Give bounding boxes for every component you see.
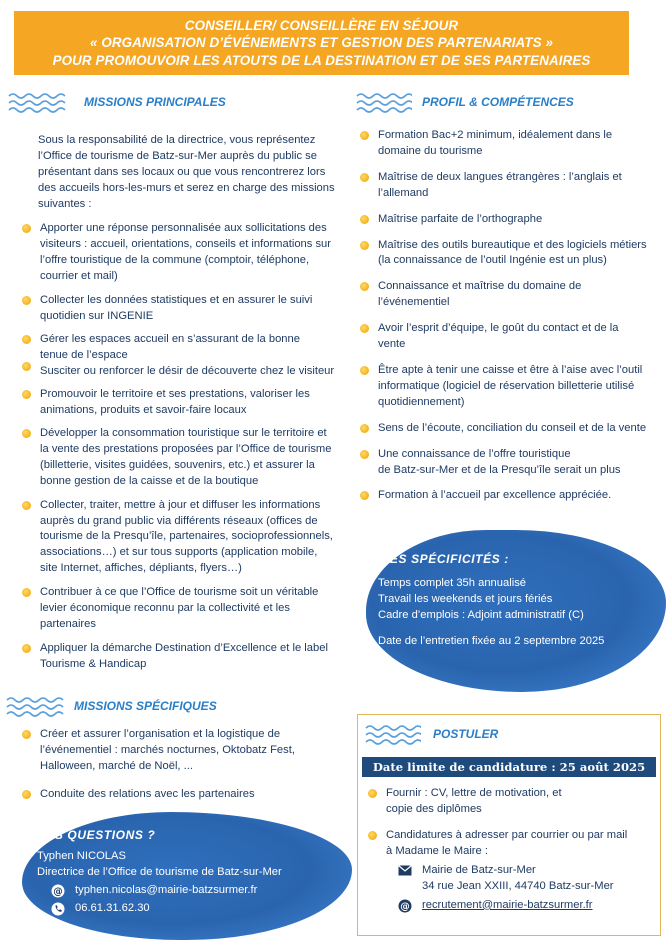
- specificites-line: Cadre d’emplois : Adjoint administratif (C): [378, 608, 584, 621]
- recruit-email-row: [398, 898, 658, 914]
- bullet-icon: [20, 361, 32, 373]
- list-item: [358, 488, 666, 504]
- item-line: l’événementiel: [378, 296, 450, 309]
- list-item: [20, 498, 350, 578]
- banner-line-1: CONSEILLER/ CONSEILLÈRE EN SÉJOUR: [184, 17, 459, 33]
- list-item: [20, 641, 350, 673]
- list-item: [20, 332, 350, 364]
- specificites-line: Temps complet 35h annualisé: [378, 577, 527, 590]
- address-line-2: 34 rue Jean XXIII, 44740 Batz-sur-Mer: [422, 879, 614, 892]
- missions-intro: [38, 133, 338, 213]
- title-banner: [14, 11, 629, 75]
- bullet-icon: [20, 587, 32, 599]
- item-line: quotidiennement): [378, 395, 465, 408]
- list-item: [20, 426, 350, 490]
- bullet-icon: [358, 490, 370, 502]
- interview-date: Date de l’entretien fixée au 2 septembre 2025: [378, 634, 605, 647]
- intro-line: suivantes :: [38, 197, 92, 210]
- item-line: animations, produits et savoir-faire locaux: [40, 404, 247, 417]
- list-item: [366, 786, 658, 818]
- phone-icon: [51, 902, 65, 916]
- list-item: [20, 364, 350, 380]
- list-item: [20, 387, 350, 419]
- item-line: Candidatures à adresser par courrier ou par mail: [386, 828, 628, 841]
- waves-icon: [356, 92, 412, 114]
- item-line: Tourisme & Handicap: [40, 657, 147, 670]
- bullet-icon: [358, 240, 370, 252]
- item-line: l’allemand: [378, 186, 429, 199]
- item-line: Halloween, marché de Noël, ...: [40, 759, 193, 772]
- bullet-icon: [366, 788, 378, 800]
- list-item: [358, 321, 666, 353]
- postuler-address: [398, 863, 658, 914]
- bullet-icon: [20, 389, 32, 401]
- postuler-list: [366, 786, 658, 860]
- specifiques-title: MISSIONS SPÉCIFIQUES: [74, 699, 217, 714]
- item-line: Maîtrise parfaite de l’orthographe: [378, 212, 543, 225]
- item-line: Collecter, traiter, mettre à jour et diffuser les informations: [40, 498, 321, 511]
- intro-line: Sous la responsabilité de la directrice, vous représentez: [38, 134, 316, 146]
- banner-line-2: « ORGANISATION D’ÉVÉNEMENTS ET GESTION DES PARTENARIATS »: [89, 35, 554, 51]
- item-line: tenue de l’espace: [40, 349, 128, 362]
- at-icon: [398, 899, 412, 913]
- recruit-email-link[interactable]: recrutement@mairie-batzsurmer.fr: [422, 898, 593, 911]
- list-item: [366, 828, 658, 860]
- bullet-icon: [358, 365, 370, 377]
- contact-email-row: [51, 883, 347, 899]
- contact-role: Directrice de l’Office de tourisme de Batz-sur-Mer: [37, 865, 282, 878]
- bullet-icon: [20, 643, 32, 655]
- address-line-1: Mairie de Batz-sur-Mer: [422, 864, 536, 876]
- bullet-icon: [358, 449, 370, 461]
- waves-icon: [6, 696, 64, 718]
- item-line: quotidien sur INGENIE: [40, 309, 154, 322]
- contact-phone-row: [51, 901, 347, 917]
- list-item: [358, 363, 666, 411]
- list-item: [358, 279, 666, 311]
- item-line: Promouvoir le territoire et ses prestations, valoriser les: [40, 388, 310, 401]
- bullet-icon: [358, 172, 370, 184]
- item-line: Formation à l’accueil par excellence appréciée.: [378, 489, 612, 502]
- item-line: Être apte à tenir une caisse et être à l’aise avec l’outil: [378, 363, 643, 376]
- list-item: [358, 128, 666, 160]
- item-line: bonne gestion de la caisse et de la boutique: [40, 474, 259, 487]
- item-line: courrier et mail): [40, 269, 118, 282]
- bullet-icon: [20, 789, 32, 801]
- list-item: [20, 585, 350, 633]
- item-line: Susciter ou renforcer le désir de découverte chez le visiteur: [40, 365, 335, 378]
- item-line: Conduite des relations avec les partenaires: [40, 787, 255, 800]
- specificites-block: [378, 551, 662, 650]
- item-line: Gérer les espaces accueil en s’assurant de la bonne: [40, 333, 300, 346]
- list-item: [358, 238, 666, 270]
- item-line: la vente des prestations proposées par l’Office de tourisme: [40, 442, 332, 455]
- intro-line: l’Office de tourisme de Batz-sur-Mer auprès du public se: [38, 149, 317, 162]
- bullet-icon: [366, 830, 378, 842]
- postuler-heading: [365, 724, 498, 746]
- bullet-icon: [358, 130, 370, 142]
- waves-icon: [365, 724, 421, 746]
- bullet-icon: [358, 323, 370, 335]
- item-line: Appliquer la démarche Destination d’Excellence et le label: [40, 641, 328, 654]
- item-line: visiteurs : accueil, orientations, conseils et informations sur: [40, 237, 332, 250]
- item-line: l’offre touristique de la commune (comptoir, téléphone,: [40, 253, 310, 266]
- item-line: l’événementiel : marchés nocturnes, Oktobatz Fest,: [40, 743, 295, 756]
- specifiques-heading: [6, 696, 217, 718]
- item-line: copie des diplômes: [386, 802, 482, 815]
- missions-title: MISSIONS PRINCIPALES: [84, 95, 226, 110]
- item-line: vente: [378, 338, 406, 351]
- address-row: [398, 863, 658, 879]
- item-line: levier économique reconnu par la collectivité et les: [40, 602, 290, 615]
- bullet-icon: [20, 223, 32, 235]
- item-line: Maîtrise des outils bureautique et des logiciels métiers: [378, 238, 647, 251]
- deadline-bar: Date limite de candidature : 25 août 2025: [362, 757, 656, 777]
- banner-line-3: POUR PROMOUVOIR LES ATOUTS DE LA DESTINATION ET DE SES PARTENAIRES: [52, 52, 591, 68]
- item-line: auprès du grand public via différents réseaux (offices de: [40, 514, 318, 527]
- bullet-icon: [20, 295, 32, 307]
- postuler-title: POSTULER: [433, 727, 499, 742]
- item-line: Formation Bac+2 minimum, idéalement dans le: [378, 129, 613, 141]
- item-line: Fournir : CV, lettre de motivation, et: [386, 787, 562, 799]
- questions-title: DES QUESTIONS ?: [37, 828, 156, 842]
- at-icon: [51, 884, 65, 898]
- contact-name: Typhen NICOLAS: [37, 850, 126, 863]
- intro-line: des accueils hors-les-murs et serez en charge des missions: [38, 181, 335, 194]
- item-line: informatique (logiciel de réservation billetterie utilisé: [378, 379, 635, 392]
- item-line: associations…) et sur tous supports (application mobile,: [40, 546, 318, 559]
- intro-line: présentant dans ses locaux ou que vous rencontrerez lors: [38, 165, 326, 178]
- list-item: [358, 212, 666, 228]
- list-item: [20, 293, 350, 325]
- item-line: (la connaissance de l’outil Ingénie est un plus): [378, 254, 607, 267]
- bullet-icon: [20, 334, 32, 346]
- profil-heading: [356, 92, 574, 114]
- questions-block: [37, 827, 347, 917]
- item-line: Contribuer à ce que l’Office de tourisme soit un véritable: [40, 586, 319, 599]
- item-line: (billetterie, visites guidées, souvenirs, etc.) et assurer la: [40, 458, 315, 471]
- list-item: [20, 787, 340, 803]
- svg-text:@: @: [400, 901, 410, 913]
- bullet-icon: [358, 423, 370, 435]
- item-line: Sens de l’écoute, conciliation du conseil et de la vente: [378, 421, 647, 434]
- specificites-line: Travail les weekends et jours fériés: [378, 592, 553, 605]
- bullet-icon: [20, 500, 32, 512]
- item-line: Avoir l’esprit d’équipe, le goût du contact et de la: [378, 322, 619, 335]
- item-line: tourisme de la Presqu’île, partenaires, socioprofessionnels,: [40, 530, 333, 543]
- bullet-icon: [20, 729, 32, 741]
- contact-phone[interactable]: 06.61.31.62.30: [75, 901, 150, 914]
- missions-list: [20, 221, 350, 673]
- list-item: [20, 727, 340, 775]
- item-line: Créer et assurer l’organisation et la logistique de: [40, 728, 281, 740]
- envelope-icon: [398, 864, 412, 878]
- profil-list: [358, 128, 666, 504]
- item-line: Maîtrise de deux langues étrangères : l’anglais et: [378, 170, 622, 183]
- item-line: Apporter une réponse personnalisée aux sollicitations des: [40, 222, 327, 234]
- list-item: [358, 170, 666, 202]
- item-line: Développer la consommation touristique sur le territoire et: [40, 426, 327, 439]
- item-line: de Batz-sur-Mer et de la Presqu’île serait un plus: [378, 463, 621, 476]
- specificites-title: LES SPÉCIFICITÉS :: [382, 552, 509, 566]
- item-line: Connaissance et maîtrise du domaine de: [378, 280, 582, 293]
- item-line: domaine du tourisme: [378, 144, 483, 157]
- item-line: site Internet, affiches, dépliants, flyers…): [40, 562, 242, 575]
- item-line: Collecter les données statistiques et en assurer le suivi: [40, 293, 313, 306]
- item-line: partenaires: [40, 617, 96, 630]
- list-item: [358, 447, 666, 479]
- item-line: Une connaissance de l’offre touristique: [378, 447, 571, 460]
- item-line: à Madame le Maire :: [386, 844, 488, 857]
- svg-text:@: @: [53, 886, 63, 898]
- list-item: [358, 421, 666, 437]
- bullet-icon: [358, 281, 370, 293]
- contact-email[interactable]: typhen.nicolas@mairie-batzsurmer.fr: [75, 883, 258, 896]
- missions-heading: [8, 92, 226, 114]
- list-item: [20, 221, 350, 285]
- bullet-icon: [20, 428, 32, 440]
- waves-icon: [8, 92, 72, 114]
- bullet-icon: [358, 214, 370, 226]
- profil-title: PROFIL & COMPÉTENCES: [422, 95, 574, 110]
- specifiques-list: [20, 727, 340, 803]
